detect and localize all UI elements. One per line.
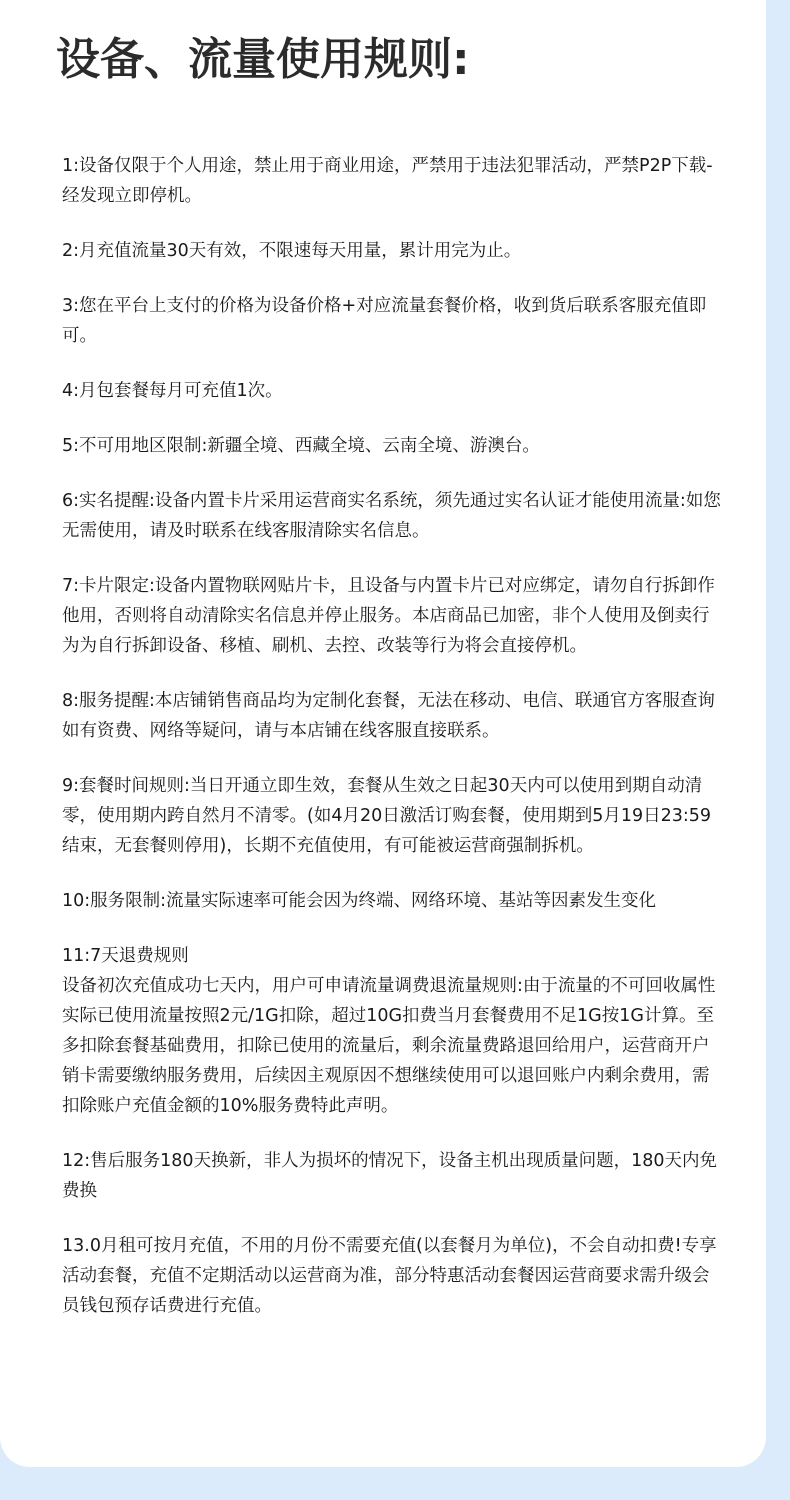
rule-item-1: 1:设备仅限于个人用途，禁止用于商业用途，严禁用于违法犯罪活动，严禁P2P下载-经发现立即停机。 (62, 156, 713, 206)
page-title: 设备、流量使用规则: (56, 34, 470, 85)
rule-item-10: 10:服务限制:流量实际速率可能会因为终端、网络环境、基站等因素发生变化 (62, 891, 657, 911)
rule-item-3: 3:您在平台上支付的价格为设备价格+对应流量套餐价格，收到货后联系客服充值即可。 (62, 296, 707, 346)
rule-item-2: 2:月充值流量30天有效，不限速每天用量，累计用完为止。 (62, 241, 522, 261)
rule-item-9: 9:套餐时间规则:当日开通立即生效，套餐从生效之日起30天内可以使用到期自动清零，使用期内跨自然月不清零。(如4月20日激活订购套餐，使用期到5月19日23:59结束，无套餐则停用)，长期不充值使用，有可能被运营商强制拆机。 (62, 776, 712, 856)
rule-item-5: 5:不可用地区限制:新疆全境、西藏全境、云南全境、游澳台。 (62, 436, 540, 456)
rule-item-6: 6:实名提醒:设备内置卡片采用运营商实名系统，须先通过实名认证才能使用流量:如您无需使用，请及时联系在线客服清除实名信息。 (62, 491, 721, 541)
rule-item-4: 4:月包套餐每月可充值1次。 (62, 381, 283, 401)
rule-item-11: 11:7天退费规则 设备初次充值成功七天内，用户可申请流量调费退流量规则:由于流量的不可回收属性实际已使用流量按照2元/1G扣除，超过10G扣费当月套餐费用不足1G按1G计算。至多扣除套餐基础费用，扣除已使用的流量后，剩余流量费路退回给用户，运营商开户销卡需要缴纳服务费用，后续因主观原因不想继续使用可以退回账户内剩余费用，需扣除账户充值金额的10%服务费特此声明。 (62, 946, 716, 1116)
rule-item-8: 8:服务提醒:本店铺销售商品均为定制化套餐，无法在移动、电信、联通官方客服查询如有资费、网络等疑问，请与本店铺在线客服直接联系。 (62, 691, 715, 741)
rule-item-12: 12:售后服务180天换新，非人为损坏的情况下，设备主机出现质量问题，180天内免费换 (62, 1151, 717, 1201)
rules-list (56, 151, 726, 1321)
rule-item-7: 7:卡片限定:设备内置物联网贴片卡，且设备与内置卡片已对应绑定，请勿自行拆卸作他用，否则将自动清除实名信息并停止服务。本店商品已加密，非个人使用及倒卖行为为自行拆卸设备、移植、刷机、去控、改装等行为将会直接停机。 (62, 576, 715, 656)
rule-item-13: 13.0月租可按月充值，不用的月份不需要充值(以套餐月为单位)，不会自动扣费!专享活动套餐，充值不定期活动以运营商为准，部分特惠活动套餐因运营商要求需升级会员钱包预存话费进行充值。 (62, 1236, 717, 1316)
